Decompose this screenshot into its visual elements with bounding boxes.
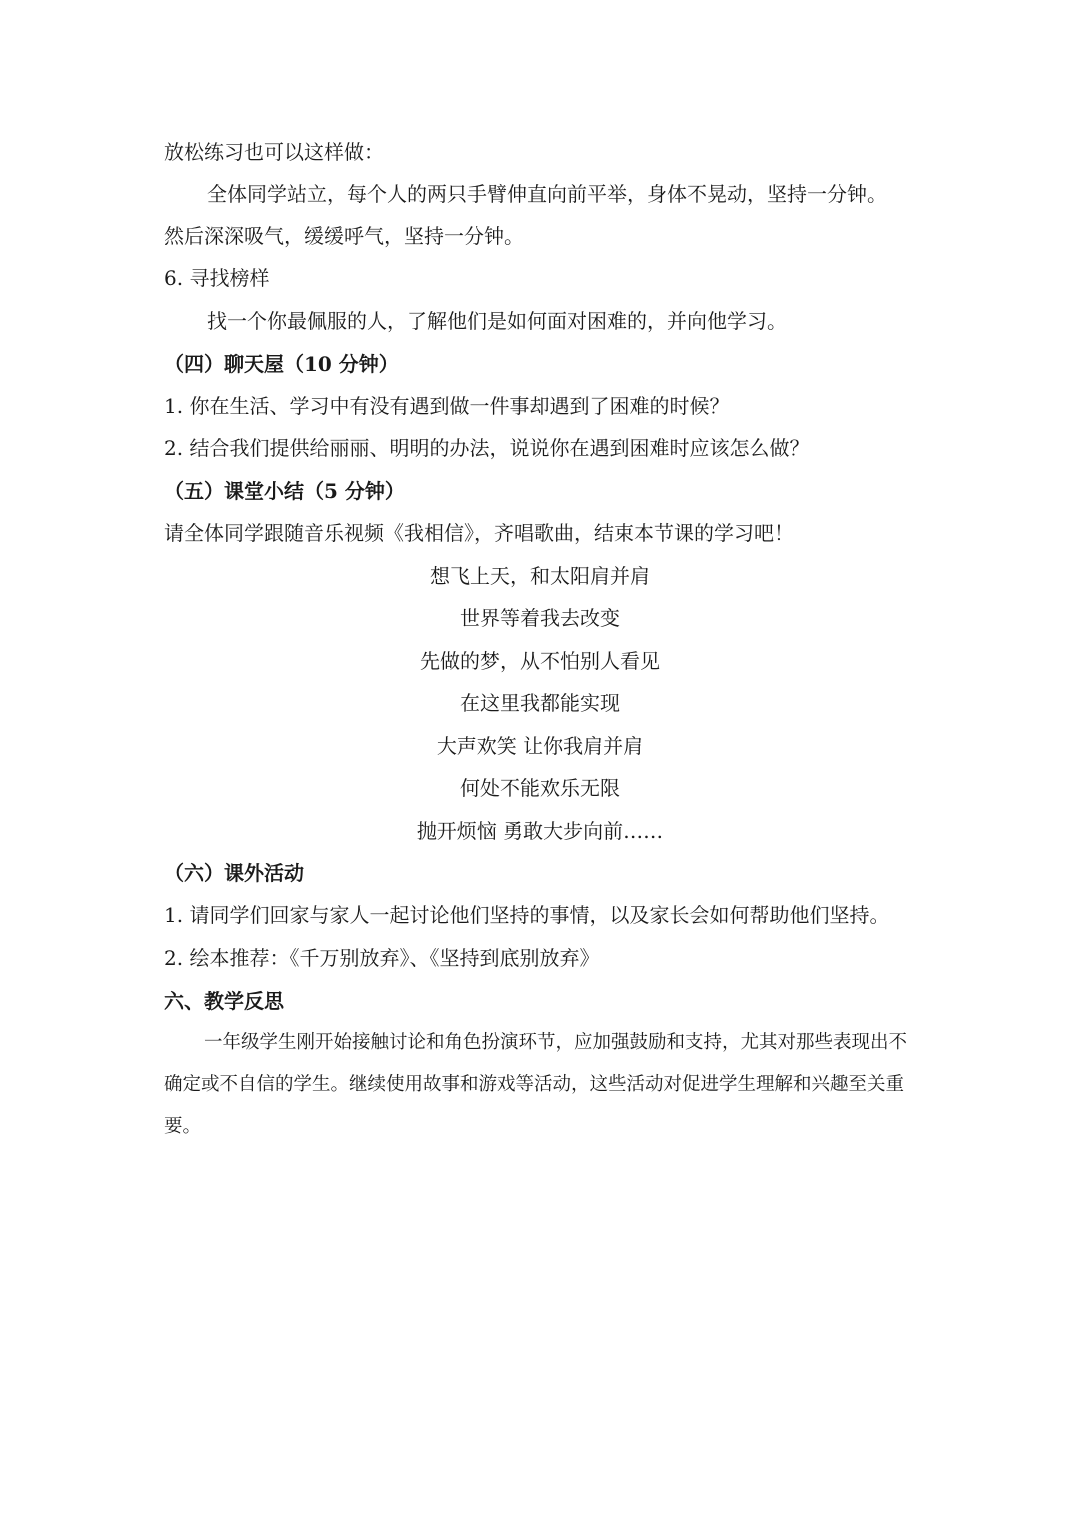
list-item: 1. 请同学们回家与家人一起讨论他们坚持的事情，以及家长会如何帮助他们坚持。 (164, 903, 890, 927)
paragraph-line: 要。 (164, 1116, 202, 1137)
section-heading: （四）聊天屋（10 分钟） (164, 352, 399, 376)
lyric-line: 抛开烦恼 勇敢大步向前…… (416, 819, 664, 843)
lyric-line: 大声欢笑 让你我肩并肩 (436, 734, 644, 758)
paragraph-line: 请全体同学跟随音乐视频《我相信》，齐唱歌曲，结束本节课的学习吧！ (164, 521, 794, 545)
lyric-line: 世界等着我去改变 (460, 606, 620, 630)
list-item: 2. 结合我们提供给丽丽、明明的办法，说说你在遇到困难时应该怎么做？ (164, 436, 810, 460)
paragraph-line: 找一个你最佩服的人，了解他们是如何面对困难的，并向他学习。 (207, 309, 787, 333)
paragraph-line: 确定或不自信的学生。继续使用故事和游戏等活动，这些活动对促进学生理解和兴趣至关重 (164, 1074, 905, 1095)
section-heading: （五）课堂小结（5 分钟） (164, 479, 405, 503)
section-heading: （六）课外活动 (164, 861, 304, 885)
list-item: 1. 你在生活、学习中有没有遇到做一件事却遇到了困难的时候？ (164, 394, 730, 418)
paragraph-line: 一年级学生刚开始接触讨论和角色扮演环节，应加强鼓励和支持，尤其对那些表现出不 (204, 1032, 908, 1053)
paragraph-line: 全体同学站立，每个人的两只手臂伸直向前平举，身体不晃动，坚持一分钟。 (207, 182, 887, 206)
paragraph-line: 放松练习也可以这样做： (164, 140, 384, 164)
list-item-heading: 6. 寻找榜样 (164, 266, 270, 290)
lyric-line: 何处不能欢乐无限 (460, 776, 620, 800)
lyric-line: 先做的梦，从不怕别人看见 (420, 649, 660, 673)
paragraph-line: 然后深深吸气，缓缓呼气，坚持一分钟。 (164, 224, 524, 248)
lyric-line: 在这里我都能实现 (460, 691, 620, 715)
lyric-line: 想飞上天，和太阳肩并肩 (430, 564, 650, 588)
list-item: 2. 绘本推荐：《千万别放弃》、《坚持到底别放弃》 (164, 946, 600, 970)
chapter-heading: 六、教学反思 (164, 989, 284, 1013)
